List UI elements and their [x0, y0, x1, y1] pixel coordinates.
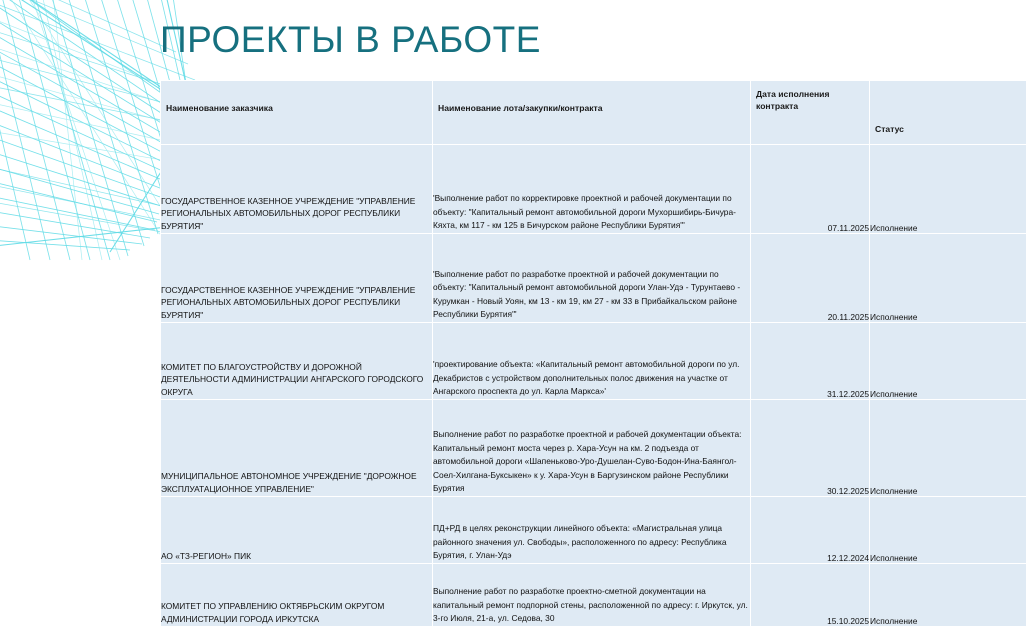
cell-lot-text: ПД+РД в целях реконструкции линейного объекта: «Магистральная улица районного значения ул. Свободы», расположенного по адресу: Республика Бурятия, г. Улан-Удэ — [433, 523, 727, 561]
cell-customer: ГОСУДАРСТВЕННОЕ КАЗЕННОЕ УЧРЕЖДЕНИЕ "УПРАВЛЕНИЕ РЕГИОНАЛЬНЫХ АВТОМОБИЛЬНЫХ ДОРОГ РЕСПУБЛИКИ БУРЯТИЯ" — [161, 145, 433, 234]
table-row — [161, 234, 1027, 323]
cell-status: Исполнение — [870, 234, 1027, 323]
cell-status: Исполнение — [870, 400, 1027, 497]
cell-lot-text: 'Выполнение работ по разработке проектной и рабочей документации по объекту: "Капитальный ремонт автомобильной дороги Улан-Удэ - Турунтаево - Курумкан - Новый Уоян, км 13 - км 19, км 27 - км 33 в Прибайкальском районе Республики Бурятия"' — [433, 268, 741, 320]
column-header-customer: Наименование заказчика — [161, 81, 433, 145]
page-title: ПРОЕКТЫ В РАБОТЕ — [160, 19, 541, 60]
cell-customer: КОМИТЕТ ПО УПРАВЛЕНИЮ ОКТЯБРЬСКИМ ОКРУГОМ АДМИНИСТРАЦИИ ГОРОДА ИРКУТСКА — [161, 564, 433, 627]
table-row — [161, 323, 1027, 400]
cell-lot — [433, 234, 751, 323]
cell-lot-text: 'Выполнение работ по корректировке проектной и рабочей документации по объекту: "Капитальный ремонт автомобильной дороги Мухоршибирь-Бичура-Кяхта, км 117 - км 125 в Бичурском районе Республики Бурятия"' — [433, 193, 736, 231]
table-body — [161, 145, 1027, 627]
cell-date: 15.10.2025 — [751, 564, 870, 627]
column-header-date: Дата исполнения контракта — [751, 81, 870, 145]
table-row — [161, 145, 1027, 234]
cell-status: Исполнение — [870, 564, 1027, 627]
cell-customer: ГОСУДАРСТВЕННОЕ КАЗЕННОЕ УЧРЕЖДЕНИЕ "УПРАВЛЕНИЕ РЕГИОНАЛЬНЫХ АВТОМОБИЛЬНЫХ ДОРОГ РЕСПУБЛИКИ БУРЯТИЯ" — [161, 234, 433, 323]
cell-date: 30.12.2025 — [751, 400, 870, 497]
cell-status: Исполнение — [870, 323, 1027, 400]
cell-lot — [433, 323, 751, 400]
cell-lot-text: Выполнение работ по разработке проектно-сметной документации на капитальный ремонт подпорной стены, расположенной по адресу: г. Иркутск, ул. 3-го Июля, 21-а, ул. Седова, 30 — [433, 586, 748, 624]
cell-date: 12.12.2024 — [751, 497, 870, 564]
table-row — [161, 564, 1027, 627]
cell-lot — [433, 145, 751, 234]
table-header — [161, 81, 1027, 145]
cell-date: 20.11.2025 — [751, 234, 870, 323]
column-header-lot: Наименование лота/закупки/контракта — [433, 81, 751, 145]
cell-status: Исполнение — [870, 497, 1027, 564]
cell-lot-text: Выполнение работ по разработке проектной и рабочей документации объекта: Капитальный ремонт моста через р. Хара-Усун на км. 2 подъезда от автомобильной дороги «Шапеньково-Уро-Душелан-Суво-Бодон-Ина-Баянгол-Соел-Хилгана-Буксыкен» к у. Хара-Усун в Баргузинском районе Республики Бурятия — [433, 428, 742, 494]
projects-table-container — [160, 80, 1026, 627]
cell-lot — [433, 497, 751, 564]
cell-customer: АО «ТЗ-РЕГИОН» ПИК — [161, 497, 433, 564]
cell-customer: КОМИТЕТ ПО БЛАГОУСТРОЙСТВУ И ДОРОЖНОЙ ДЕЯТЕЛЬНОСТИ АДМИНИСТРАЦИИ АНГАРСКОГО ГОРОДСКОГО ОКРУГА — [161, 323, 433, 400]
cell-lot — [433, 400, 751, 497]
column-header-status: Статус — [870, 81, 1027, 145]
cell-lot-text: 'проектирование объекта: «Капитальный ремонт автомобильной дороги по ул. Декабристов с устройством дополнительных полос движения на участке от Ангарского проспекта до ул. Карла Маркса»' — [433, 359, 740, 397]
cell-lot — [433, 564, 751, 627]
table-header-row — [161, 81, 1027, 145]
cell-status: Исполнение — [870, 145, 1027, 234]
projects-table — [160, 80, 1027, 627]
table-row — [161, 400, 1027, 497]
cell-date: 31.12.2025 — [751, 323, 870, 400]
cell-customer: МУНИЦИПАЛЬНОЕ АВТОНОМНОЕ УЧРЕЖДЕНИЕ "ДОРОЖНОЕ ЭКСПЛУАТАЦИОННОЕ УПРАВЛЕНИЕ" — [161, 400, 433, 497]
cell-date: 07.11.2025 — [751, 145, 870, 234]
table-row — [161, 497, 1027, 564]
